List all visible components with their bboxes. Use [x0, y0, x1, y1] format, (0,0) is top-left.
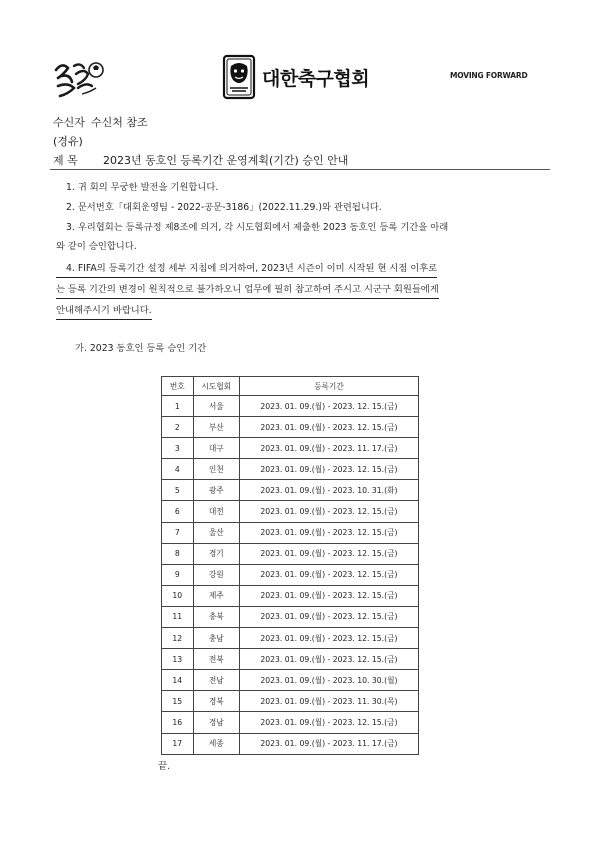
- end-mark: 끝.: [158, 761, 171, 772]
- cell-period: 2023. 01. 09.(월) - 2023. 11. 30.(목): [239, 691, 418, 712]
- paragraph-4-line-1: 4. FIFA의 등록기간 설정 세부 지침에 의거하여, 2023년 시즌이 이미 시작된 현 시점 이후로: [56, 260, 437, 278]
- header-number: 번호: [162, 377, 194, 396]
- cell-number: 13: [162, 649, 194, 670]
- cell-number: 1: [162, 396, 194, 417]
- cell-association: 전남: [193, 670, 239, 691]
- table-row: [162, 564, 419, 585]
- kfa-tiger-emblem-icon: [222, 54, 256, 100]
- cell-association: 전북: [193, 649, 239, 670]
- cell-number: 10: [162, 585, 194, 606]
- via-label: (경유): [53, 135, 83, 148]
- cell-period: 2023. 01. 09.(월) - 2023. 12. 15.(금): [239, 396, 418, 417]
- table-header-row: [162, 377, 419, 396]
- subject-value: 2023년 동호인 등록기간 운영계획(기간) 승인 안내: [103, 154, 349, 167]
- header-divider: [50, 169, 550, 170]
- cell-association: 서울: [193, 396, 239, 417]
- paragraph-4-line-2: 는 등록 기간의 변경이 원칙적으로 불가하오니 업무에 필히 참고하여 주시고 시군구 회원들에게: [56, 281, 439, 299]
- cell-number: 5: [162, 480, 194, 501]
- paragraph-2: 2. 문서번호「대회운영팀 - 2022-공문-3186」(2022.11.29.)와 관련됩니다.: [66, 202, 382, 213]
- via-row: [53, 133, 83, 149]
- table-row: [162, 712, 419, 733]
- table-row: [162, 438, 419, 459]
- paragraph-3-line-2: 와 같이 승인합니다.: [56, 241, 137, 252]
- recipient-row: [53, 114, 148, 130]
- cell-association: 강원: [193, 564, 239, 585]
- paragraph-4-line-3: 안내해주시기 바랍니다.: [56, 302, 152, 320]
- kfa-logo: [222, 52, 369, 102]
- cell-period: 2023. 01. 09.(월) - 2023. 12. 15.(금): [239, 628, 418, 649]
- slogan-calligraphy-ball-icon: [52, 56, 108, 100]
- table-row: [162, 501, 419, 522]
- table-row: [162, 670, 419, 691]
- cell-period: 2023. 01. 09.(월) - 2023. 11. 17.(금): [239, 438, 418, 459]
- cell-number: 12: [162, 628, 194, 649]
- table-row: [162, 543, 419, 564]
- table-row: [162, 522, 419, 543]
- cell-association: 부산: [193, 417, 239, 438]
- cell-period: 2023. 01. 09.(월) - 2023. 11. 17.(금): [239, 733, 418, 754]
- cell-association: 인천: [193, 459, 239, 480]
- cell-period: 2023. 01. 09.(월) - 2023. 12. 15.(금): [239, 585, 418, 606]
- table-row: [162, 628, 419, 649]
- paragraph-3-line-1: 3. 우리협회는 등록규정 제8조에 의거, 각 시도협회에서 제출한 2023 동호인 등록 기간을 아래: [66, 222, 449, 233]
- cell-association: 제주: [193, 585, 239, 606]
- cell-period: 2023. 01. 09.(월) - 2023. 12. 15.(금): [239, 459, 418, 480]
- cell-period: 2023. 01. 09.(월) - 2023. 12. 15.(금): [239, 501, 418, 522]
- table-row: [162, 417, 419, 438]
- cell-number: 8: [162, 543, 194, 564]
- cell-number: 15: [162, 691, 194, 712]
- cell-number: 9: [162, 564, 194, 585]
- table-row: [162, 396, 419, 417]
- cell-number: 4: [162, 459, 194, 480]
- table-row: [162, 691, 419, 712]
- table-row: [162, 606, 419, 627]
- cell-association: 대구: [193, 438, 239, 459]
- paragraph-3: [56, 218, 536, 256]
- cell-association: 대전: [193, 501, 239, 522]
- cell-period: 2023. 01. 09.(월) - 2023. 12. 15.(금): [239, 417, 418, 438]
- slogan-text: MOVING FORWARD: [450, 71, 528, 80]
- table-row: [162, 459, 419, 480]
- cell-association: 경남: [193, 712, 239, 733]
- cell-number: 17: [162, 733, 194, 754]
- cell-period: 2023. 01. 09.(월) - 2023. 12. 15.(금): [239, 522, 418, 543]
- header-period: 등록기간: [239, 377, 418, 396]
- cell-period: 2023. 01. 09.(월) - 2023. 12. 15.(금): [239, 564, 418, 585]
- paragraph-1: 1. 귀 회의 무궁한 발전을 기원합니다.: [66, 182, 219, 193]
- recipient-value: 수신처 참조: [91, 116, 148, 129]
- cell-period: 2023. 01. 09.(월) - 2023. 10. 31.(화): [239, 480, 418, 501]
- subject-row: [53, 152, 349, 168]
- cell-period: 2023. 01. 09.(월) - 2023. 12. 15.(금): [239, 606, 418, 627]
- cell-association: 충북: [193, 606, 239, 627]
- cell-number: 11: [162, 606, 194, 627]
- cell-association: 경기: [193, 543, 239, 564]
- registration-period-table: [161, 376, 419, 755]
- table-subheading: 가. 2023 동호인 등록 승인 기간: [75, 343, 207, 354]
- cell-association: 경북: [193, 691, 239, 712]
- recipient-label: 수신자: [53, 116, 85, 129]
- cell-association: 충남: [193, 628, 239, 649]
- cell-number: 2: [162, 417, 194, 438]
- subject-label: 제 목: [53, 154, 78, 167]
- cell-association: 세종: [193, 733, 239, 754]
- table-row: [162, 585, 419, 606]
- cell-period: 2023. 01. 09.(월) - 2023. 12. 15.(금): [239, 649, 418, 670]
- table-row: [162, 649, 419, 670]
- cell-period: 2023. 01. 09.(월) - 2023. 12. 15.(금): [239, 712, 418, 733]
- org-name: 대한축구협회: [262, 67, 370, 90]
- cell-period: 2023. 01. 09.(월) - 2023. 12. 15.(금): [239, 543, 418, 564]
- cell-period: 2023. 01. 09.(월) - 2023. 10. 30.(월): [239, 670, 418, 691]
- cell-number: 3: [162, 438, 194, 459]
- cell-association: 광주: [193, 480, 239, 501]
- cell-number: 16: [162, 712, 194, 733]
- table-row: [162, 733, 419, 754]
- header-association: 시도협회: [193, 377, 239, 396]
- cell-number: 14: [162, 670, 194, 691]
- cell-number: 6: [162, 501, 194, 522]
- table-row: [162, 480, 419, 501]
- cell-number: 7: [162, 522, 194, 543]
- paragraph-4: [56, 259, 536, 322]
- cell-association: 울산: [193, 522, 239, 543]
